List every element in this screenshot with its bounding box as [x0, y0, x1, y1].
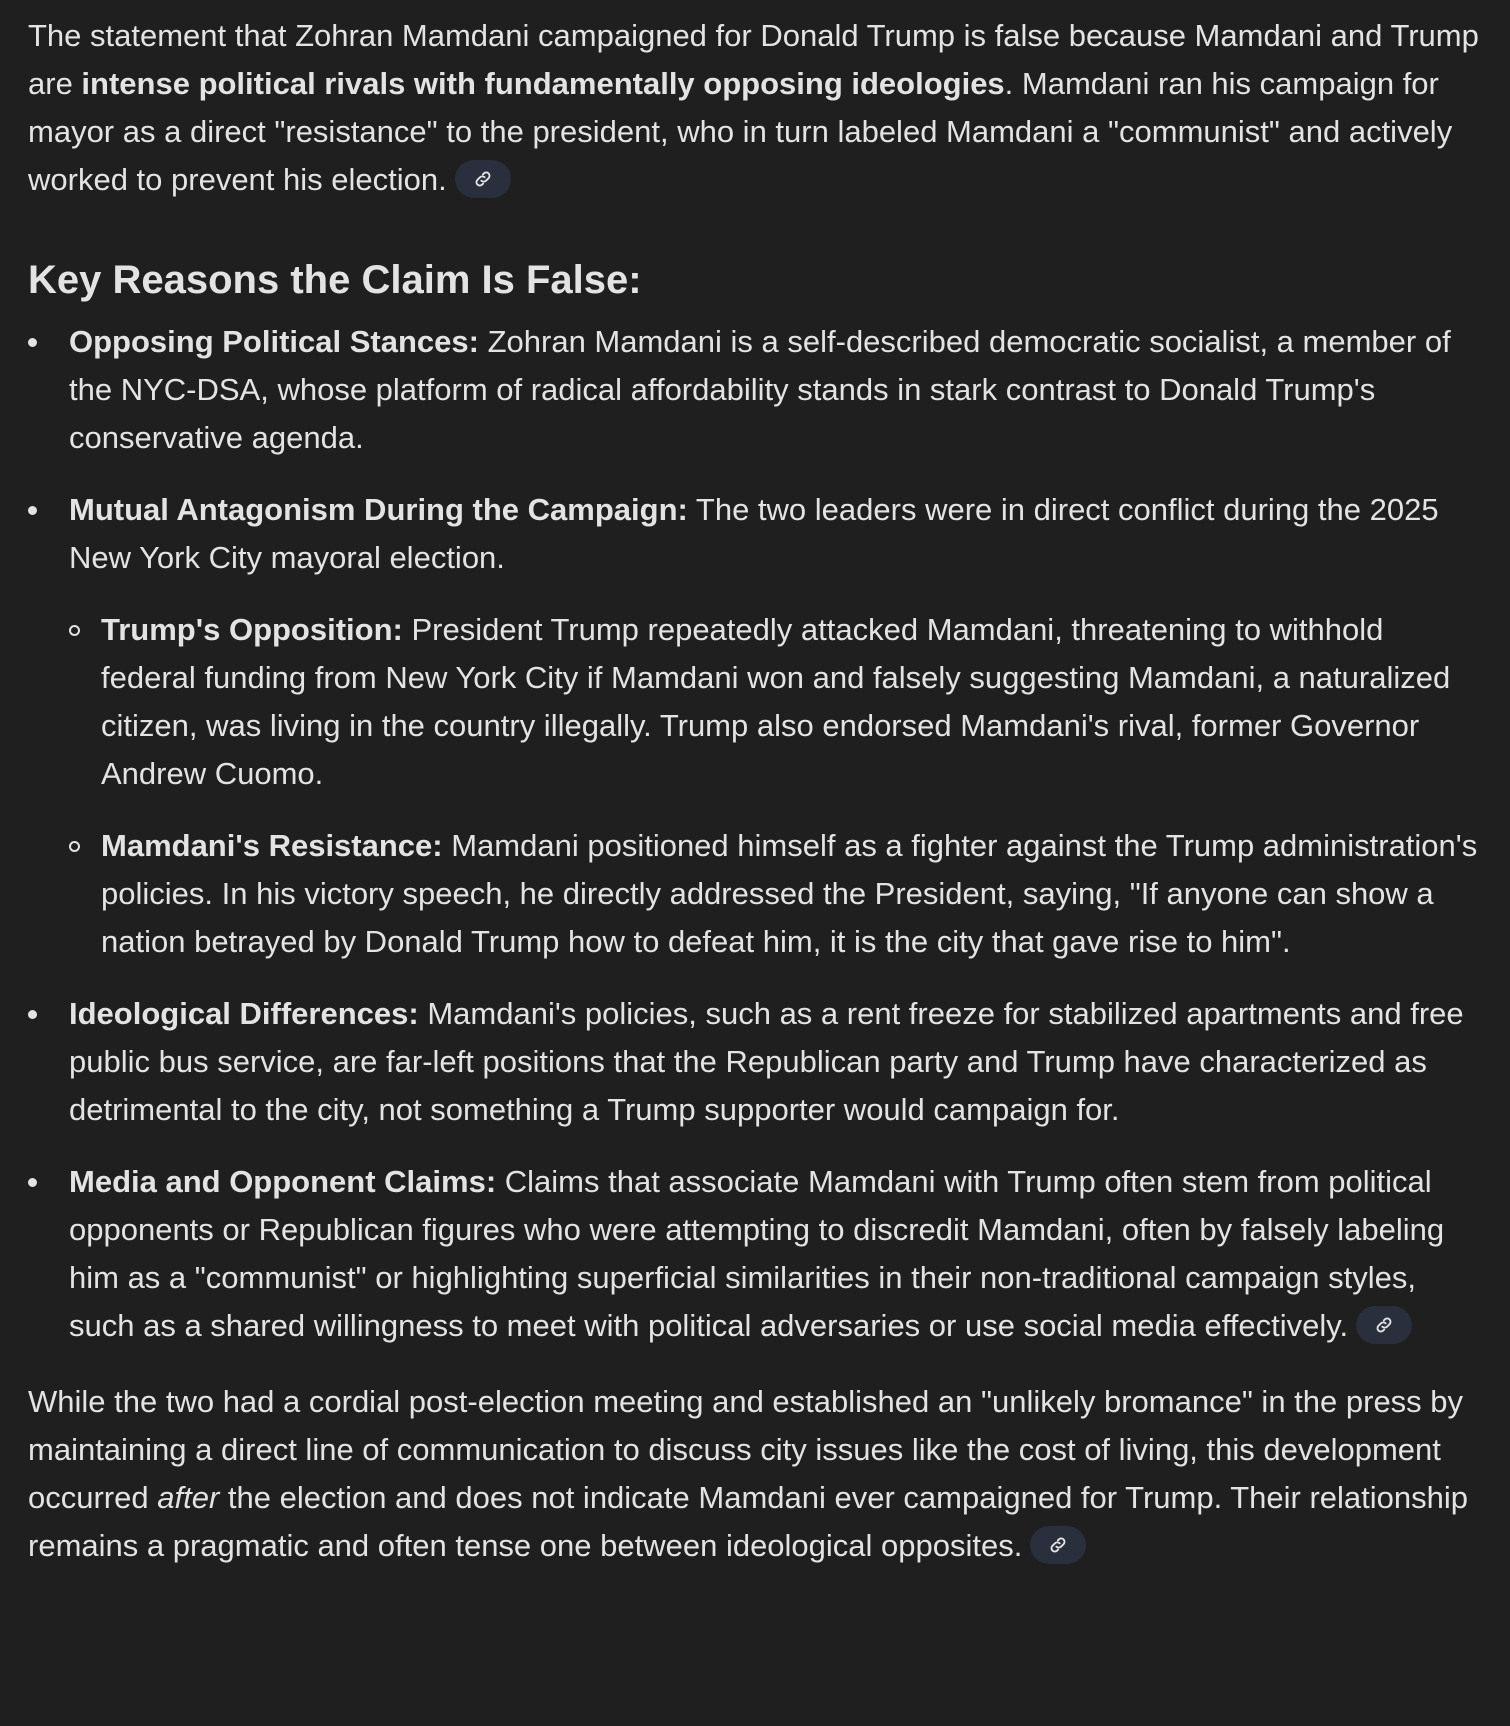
sub-reason-label: Trump's Opposition:	[101, 612, 403, 647]
link-icon	[473, 169, 493, 189]
conclusion-paragraph	[28, 1378, 1482, 1570]
intro-text-before: The statement that Zohran Mamdani campaigned for Donald Trump is false because Mamdani and Trump are	[28, 18, 1479, 101]
sub-list	[69, 606, 1482, 966]
reason-label: Opposing Political Stances:	[69, 324, 479, 359]
sub-list-item	[69, 822, 1482, 966]
reason-label: Mutual Antagonism During the Campaign:	[69, 492, 688, 527]
reason-text: The two leaders were in direct conflict during the 2025 New York City mayoral election.	[69, 492, 1439, 575]
source-link-button[interactable]	[455, 160, 511, 198]
reason-label: Ideological Differences:	[69, 996, 419, 1031]
source-link-button[interactable]	[1356, 1306, 1412, 1344]
reason-text: Zohran Mamdani is a self-described democratic socialist, a member of the NYC-DSA, whose platform of radical affordability stands in stark contrast to Donald Trump's conservative agenda.	[69, 324, 1451, 455]
list-item	[28, 1158, 1482, 1350]
list-item	[28, 318, 1482, 462]
reasons-list	[28, 318, 1482, 1350]
source-link-button[interactable]	[1030, 1526, 1086, 1564]
intro-text-after: . Mamdani ran his campaign for mayor as a direct "resistance" to the president, who in turn labeled Mamdani a "communist" and actively worked to prevent his election.	[28, 66, 1453, 197]
conclusion-text-before: While the two had a cordial post-election meeting and established an "unlikely bromance" in the press by maintaining a direct line of communication to discuss city issues like the cost of living, this development occurred	[28, 1384, 1464, 1515]
sub-reason-text: President Trump repeatedly attacked Mamdani, threatening to withhold federal funding from New York City if Mamdani won and falsely suggesting Mamdani, a naturalized citizen, was living in the country illegally. Trump also endorsed Mamdani's rival, former Governor Andrew Cuomo.	[101, 612, 1451, 791]
list-item	[28, 486, 1482, 966]
reason-text: Mamdani's policies, such as a rent freeze for stabilized apartments and free public bus service, are far-left positions that the Republican party and Trump have characterized as detrimental to the city, not something a Trump supporter would campaign for.	[69, 996, 1464, 1127]
intro-paragraph	[28, 12, 1482, 204]
sub-reason-label: Mamdani's Resistance:	[101, 828, 443, 863]
section-heading: Key Reasons the Claim Is False:	[28, 258, 642, 302]
intro-bold: intense political rivals with fundamentally opposing ideologies	[81, 66, 1005, 101]
list-item	[28, 990, 1482, 1134]
conclusion-text-after: the election and does not indicate Mamdani ever campaigned for Trump. Their relationship remains a pragmatic and often tense one between ideological opposites.	[28, 1480, 1469, 1563]
reason-text: Claims that associate Mamdani with Trump often stem from political opponents or Republican figures who were attempting to discredit Mamdani, often by falsely labeling him as a "communist" or highlighting superficial similarities in their non-traditional campaign styles, such as a shared willingness to meet with political adversaries or use social media effectively.	[69, 1164, 1445, 1343]
reason-label: Media and Opponent Claims:	[69, 1164, 497, 1199]
sub-reason-text: Mamdani positioned himself as a fighter against the Trump administration's policies. In his victory speech, he directly addressed the President, saying, "If anyone can show a nation betrayed by Donald Trump how to defeat him, it is the city that gave rise to him".	[101, 828, 1478, 959]
conclusion-italic: after	[157, 1480, 220, 1515]
link-icon	[1048, 1535, 1068, 1555]
link-icon	[1374, 1315, 1394, 1335]
sub-list-item	[69, 606, 1482, 798]
